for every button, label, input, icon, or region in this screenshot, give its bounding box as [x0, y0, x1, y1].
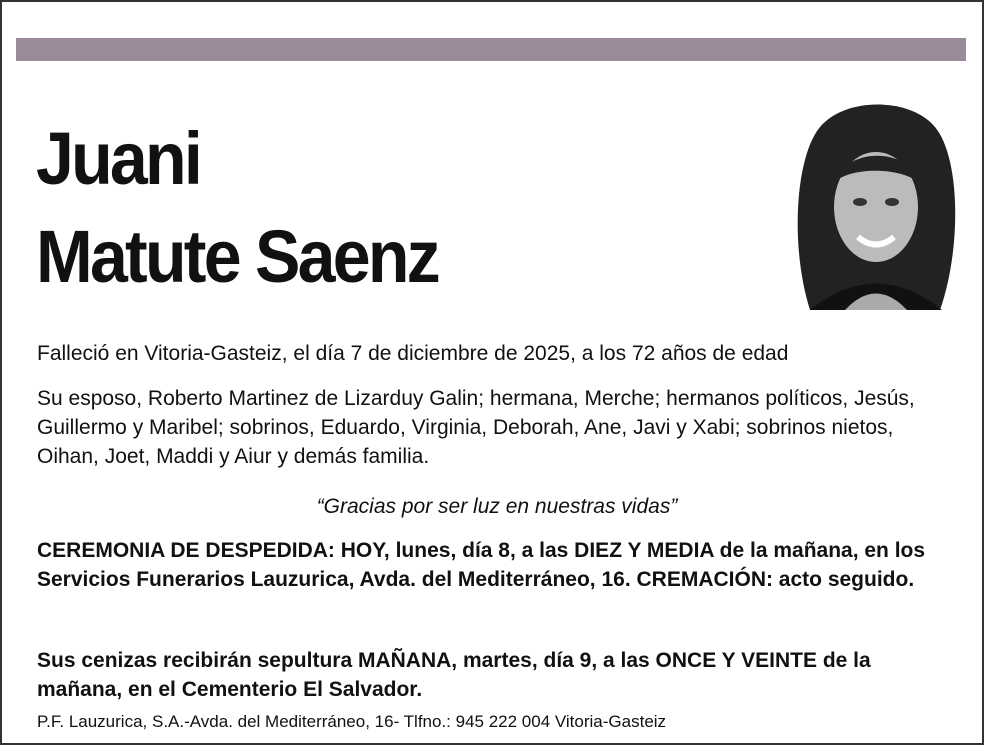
burial-info: Sus cenizas recibirán sepultura MAÑANA, martes, día 9, a las ONCE Y VEINTE de la mañana, en el Cementerio El Salvador.: [37, 649, 871, 701]
family-list: Su esposo, Roberto Martinez de Lizarduy Galin; hermana, Merche; hermanos políticos, Jesús, Guillermo y Maribel; sobrinos, Eduardo, Virginia, Deborah, Ane, Javi y Xabi; sobrinos nietos, Oihan, Joet, Maddi y Aiur y demás familia.: [37, 387, 915, 468]
quote: “Gracias por ser luz en nuestras vidas”: [316, 495, 678, 518]
last-name: Matute Saenz: [36, 215, 438, 298]
first-name: Juani: [36, 117, 201, 200]
header-bar: [16, 38, 966, 61]
funeral-home-footer: P.F. Lauzurica, S.A.-Avda. del Mediterráneo, 16- Tlfno.: 945 222 004 Vitoria-Gasteiz: [37, 712, 667, 731]
death-info: Falleció en Vitoria-Gasteiz, el día 7 de diciembre de 2025, a los 72 años de edad: [37, 342, 789, 365]
ceremony-info: CEREMONIA DE DESPEDIDA: HOY, lunes, día 8, a las DIEZ Y MEDIA de la mañana, en los Servicios Funerarios Lauzurica, Avda. del Mediterráneo, 16. CREMACIÓN: acto seguido.: [37, 539, 926, 591]
portrait-photo: [790, 97, 962, 310]
